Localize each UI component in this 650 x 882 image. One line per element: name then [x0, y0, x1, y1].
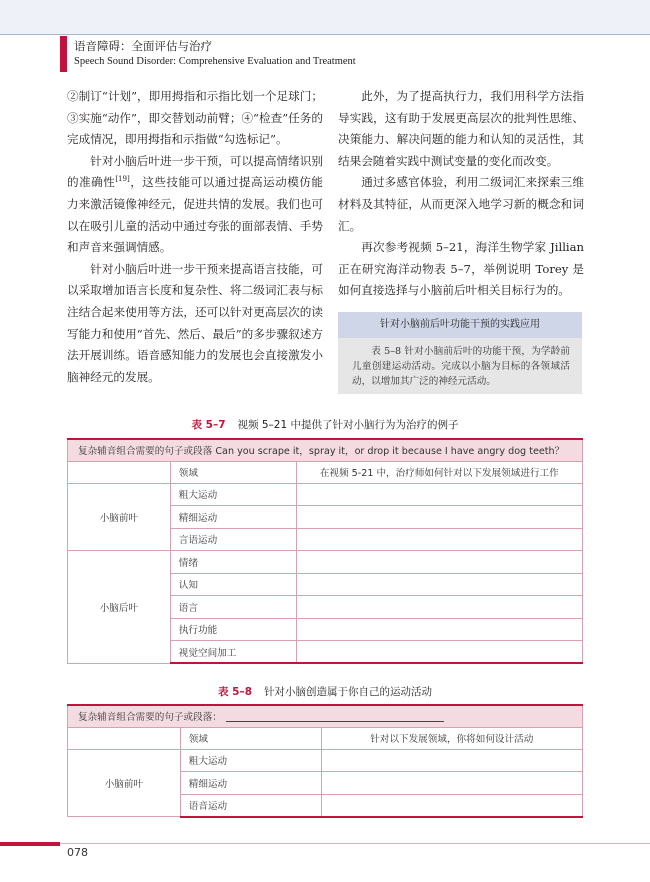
- table-5-7: [67, 438, 583, 664]
- fill-in-blank[interactable]: [226, 712, 444, 722]
- paragraph-text: 针对小脑后叶进一步干预，可以提高情绪识别的准确性: [67, 153, 323, 190]
- group-label: 小脑前叶: [68, 749, 181, 817]
- paragraph-text: ，这些技能可以通过提高运动模仿能力来激活镜像神经元，促进共情的发展。我们也可以在吸引儿童的活动中通过夸张的面部表情、手势和声音来强调情感。: [67, 175, 323, 255]
- table-5-7-caption: [0, 417, 650, 432]
- domain-cell: 精细运动: [180, 772, 321, 795]
- page-number: 078: [67, 846, 88, 859]
- sentence-row: [68, 705, 583, 727]
- right-column: [338, 86, 584, 302]
- header-band: [0, 0, 650, 34]
- table-5-8-caption: [0, 684, 650, 699]
- empty-cell: [68, 727, 181, 749]
- domain-cell: 语音运动: [180, 794, 321, 817]
- header-accent-bar: [60, 36, 67, 72]
- sentence-row-label: 复杂辅音组合需要的句子或段落：: [78, 712, 222, 724]
- answer-cell: [296, 528, 582, 551]
- paragraph: 再次参考视频 5–21，海洋生物学家 Jillian 正在研究海洋动物表 5–7，举例说明 Torey 是如何直接选择与小脑前后叶相关目标行为的。: [338, 240, 584, 298]
- column-header-domain: 领域: [170, 461, 296, 483]
- domain-cell: 语言: [170, 596, 296, 619]
- table-number: 表 5–8: [217, 686, 253, 698]
- table-number: 表 5–7: [191, 419, 226, 431]
- answer-cell[interactable]: [321, 772, 583, 795]
- answer-cell: [296, 551, 582, 574]
- citation-ref: [19]: [115, 175, 130, 184]
- paragraph: [67, 151, 323, 259]
- empty-cell: [68, 461, 171, 483]
- footer-divider: [60, 843, 650, 844]
- left-column: [67, 86, 323, 388]
- domain-cell: 言语运动: [170, 528, 296, 551]
- sentence-row: 复杂辅音组合需要的句子或段落 Can you scrape it，spray it，or drop it because I have angry dog teeth？: [68, 439, 583, 461]
- answer-cell: [296, 641, 582, 664]
- answer-cell[interactable]: [321, 794, 583, 817]
- paragraph: ②制订“计划”，即用拇指和示指比划一个足球门；③实施“动作”，即交替划动前臂；④“检查”任务的完成情况，即用拇指和示指做“勾选标记”。: [67, 89, 323, 147]
- column-header-design: 针对以下发展领域，你将如何设计活动: [321, 727, 583, 749]
- group-label: 小脑后叶: [68, 551, 171, 664]
- paragraph: 通过多感官体验，利用二级词汇来探索三维材料及其特征，从而更深入地学习新的概念和词汇。: [338, 175, 584, 233]
- answer-cell: [296, 483, 582, 506]
- answer-cell: [296, 596, 582, 619]
- domain-cell: 视觉空间加工: [170, 641, 296, 664]
- table-caption-text: 针对小脑创造属于你自己的运动活动: [264, 686, 433, 698]
- domain-cell: 粗大运动: [170, 483, 296, 506]
- domain-cell: 认知: [170, 573, 296, 596]
- paragraph: 针对小脑后叶进一步干预来提高语言技能，可以采取增加语言长度和复杂性、将二级词汇表与标注结合起来使用等方法，还可以针对更高层次的读写能力和使用“首先、然后、最后”的多步骤叙述方法开展训练。语音感知能力的发展也会直接激发小脑神经元的发展。: [67, 261, 323, 384]
- box-body: 表 5–8 针对小脑前后叶的功能干预，为学龄前儿童创建运动活动。完成以小脑为目标的各领域活动，以增加其广泛的神经元活动。: [352, 346, 570, 387]
- column-header-work: 在视频 5-21 中，治疗师如何针对以下发展领域进行工作: [296, 461, 582, 483]
- answer-cell: [296, 618, 582, 641]
- header-divider: [0, 34, 650, 35]
- answer-cell: [296, 506, 582, 529]
- table-5-8: [67, 704, 583, 818]
- practice-application-box: [338, 312, 582, 394]
- header-title-en: Speech Sound Disorder: Comprehensive Evaluation and Treatment: [74, 56, 356, 67]
- box-title: 针对小脑前后叶功能干预的实践应用: [338, 312, 582, 338]
- answer-cell: [296, 573, 582, 596]
- group-label: 小脑前叶: [68, 483, 171, 551]
- domain-cell: 执行功能: [170, 618, 296, 641]
- table-caption-text: 视频 5–21 中提供了针对小脑行为为治疗的例子: [237, 419, 459, 431]
- column-header-domain: 领域: [180, 727, 321, 749]
- domain-cell: 情绪: [170, 551, 296, 574]
- footer-accent-bar: [0, 842, 60, 846]
- running-header: [0, 0, 650, 74]
- paragraph: 此外，为了提高执行力，我们用科学方法指导实践，这有助于发展更高层次的批判性思维、决策能力、解决问题的能力和认知的灵活性，其结果会随着实践中测试变量的变化而改变。: [338, 89, 584, 168]
- domain-cell: 粗大运动: [180, 749, 321, 772]
- answer-cell[interactable]: [321, 749, 583, 772]
- domain-cell: 精细运动: [170, 506, 296, 529]
- header-title-cn: 语音障碍：全面评估与治疗: [74, 39, 212, 53]
